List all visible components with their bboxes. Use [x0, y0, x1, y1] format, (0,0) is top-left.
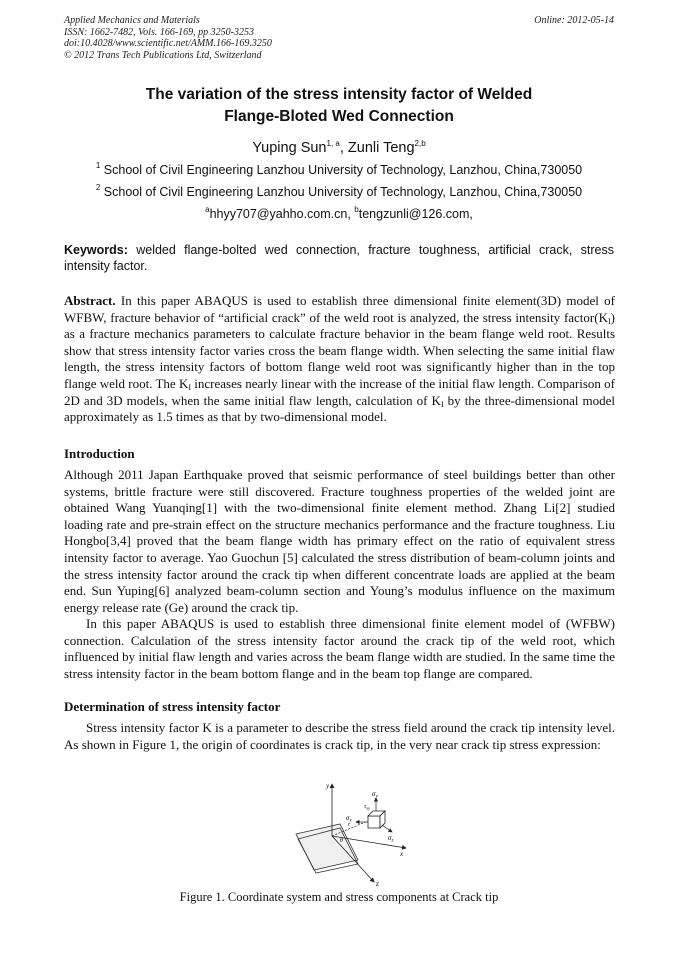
z-axis-label: z	[376, 880, 379, 886]
abstract	[64, 293, 615, 426]
crack-tip-coordinate-diagram	[288, 776, 408, 886]
keywords-text: welded flange-bolted wed connection, fracture toughness, artificial crack, stress intensity factor.	[64, 243, 614, 273]
keywords	[64, 242, 614, 274]
email-line	[0, 207, 678, 221]
author-separator: ,	[339, 140, 348, 156]
affiliation-number: 2	[95, 183, 101, 192]
crack-plane	[296, 824, 358, 870]
figure-caption: Figure 1. Coordinate system and stress components at Crack tip	[179, 890, 499, 904]
author-name: Zunli Teng	[347, 140, 415, 156]
doi-line: doi:10.4028/www.scientific.net/AMM.166-169.3250	[64, 38, 272, 49]
abstract-text: In this paper ABAQUS is used to establish three dimensional finite element(3D) model of WFBW, fracture behavior of “artificial crack” of the weld root is analyzed, the stress intensity factor(K	[64, 293, 615, 325]
sigma-x-label: $\sigma_x$	[346, 814, 352, 824]
subscript: I	[188, 382, 192, 392]
sigma-y-label: $\sigma_y$	[372, 790, 378, 800]
author-name: Yuping Sun	[252, 140, 327, 156]
abstract-text: by the three-dimensional model approximately as 1.5 times as that by two-dimensional model.	[64, 392, 615, 425]
journal-name: Applied Mechanics and Materials	[64, 15, 200, 26]
y-axis-label: y	[326, 782, 330, 790]
figure-1	[288, 776, 408, 886]
paper-title-line1: The variation of the stress intensity factor of Welded	[145, 86, 533, 103]
r-label: r	[348, 822, 351, 828]
affiliation-number: 1	[95, 161, 101, 170]
online-date: Online: 2012-05-14	[534, 15, 614, 26]
abstract-text: ) as a fracture mechanics parameters to calculate fracture behavior in the beam flange weld root. Results show that stress intensity factor varies cross the beam flange width. When selecting the same initial flaw length, the stress intensity factors of bottom flange weld root was significantly higher than in the top flange weld root. The K	[64, 309, 615, 391]
author-superscript: 2,b	[414, 139, 426, 148]
email-superscript: a	[205, 205, 210, 214]
email-b[interactable]: tengzunli@126.com,	[358, 207, 473, 221]
introduction-paragraph: In this paper ABAQUS is used to establish three dimensional finite element model of (WFBW) connection. Calculation of the stress intensity factor around the crack tip of the weld root, which influenced by initial flaw length and varies across the beam flange width are studied. In the same time the stress intensity factor in the beam bottom flange and in the beam top flange are compared.	[64, 616, 615, 681]
abstract-label: Abstract.	[64, 293, 116, 308]
affiliation-text: School of Civil Engineering Lanzhou University of Technology, Lanzhou, China,730050	[100, 163, 583, 177]
section-heading-determination: Determination of stress intensity factor	[64, 699, 281, 714]
author-superscript: 1, a	[326, 139, 340, 148]
x-axis-label: x	[400, 850, 404, 858]
email-a[interactable]: hhyy707@yahho.com.cn,	[209, 207, 355, 221]
issn-line: ISSN: 1662-7482, Vols. 166-169, pp 3250-3253	[64, 26, 254, 38]
sigma-z-label: $\sigma_z$	[388, 834, 394, 844]
introduction-paragraph: Although 2011 Japan Earthquake proved that seismic performance of steel buildings better than other systems, brittle fracture were still discovered. Fracture toughness properties of the welded joint are obtained Wang Yuanqing[1] with the two-dimensional finite element method. Zhang Li[2] studied loading rate and pre-strain effect on the structure mechanics performance and the fracture toughness. Liu Hongbo[3,4] proved that the beam flange width has primary effect on the ratio of equivalent stress intensity factor to average. Yao Guochun [5] calculated the stress distribution of beam-column joints and the stress intensity factor around the crack tip when different concentrate loads are applied at the beam end. Sun Yuping[6] analyzed beam-column section and Young’s modulus influence on the maximum energy release rate (Ge) around the crack tip.	[64, 467, 615, 615]
paper-title-line2: Flange-Bloted Wed Connection	[224, 108, 454, 125]
author-list	[0, 140, 678, 156]
subscript: I	[607, 316, 611, 326]
determination-paragraph: Stress intensity factor K is a parameter to describe the stress field around the crack tip intensity level. As shown in Figure 1, the origin of coordinates is crack tip, in the very near crack tip stress expression:	[64, 720, 615, 752]
section-heading-introduction: Introduction	[64, 446, 135, 461]
affiliation-text: School of Civil Engineering Lanzhou University of Technology, Lanzhou, China,730050	[100, 185, 583, 199]
theta-label: θ	[340, 838, 343, 844]
subscript: I	[440, 399, 444, 409]
affiliation	[0, 185, 678, 199]
email-superscript: b	[354, 205, 359, 214]
keywords-label: Keywords:	[64, 243, 128, 257]
abstract-text: increases nearly linear with the increase of the initial flaw length. Comparison of 2D and 3D models, when the same initial flaw length, calculation of K	[64, 375, 615, 408]
tau-xy-label: $\tau_{xy}$	[364, 804, 371, 811]
copyright-line: © 2012 Trans Tech Publications Ltd, Switzerland	[64, 49, 262, 61]
affiliation	[0, 163, 678, 177]
journal-header	[64, 15, 272, 61]
